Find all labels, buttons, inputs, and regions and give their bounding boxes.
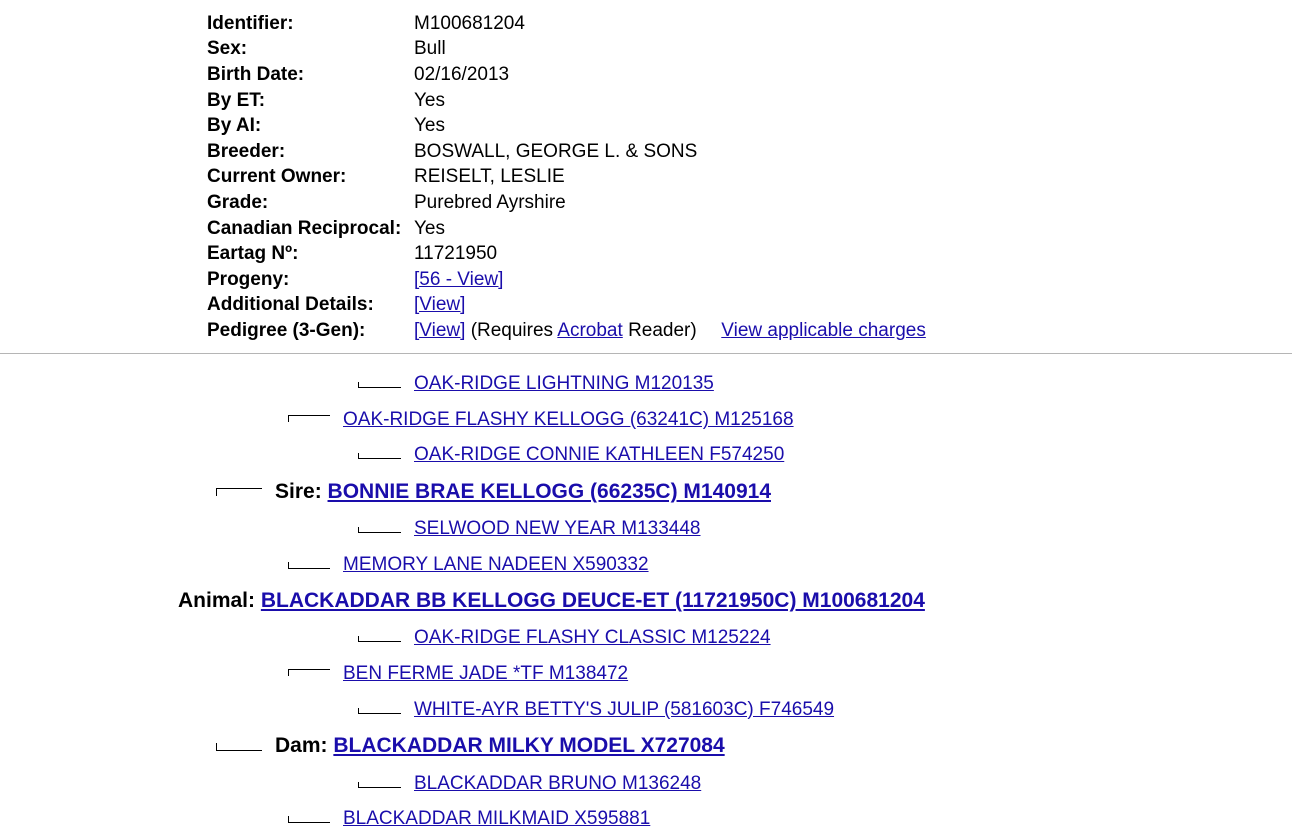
reciprocal-label: Canadian Reciprocal:: [207, 217, 402, 239]
tree-connector-icon: [358, 524, 401, 533]
grade-label: Grade:: [207, 191, 269, 213]
sire-sire-dam-link[interactable]: OAK-RIDGE CONNIE KATHLEEN F574250: [414, 444, 785, 465]
pedigree-row-sire-dam: [288, 553, 649, 577]
pedigree-row-dam-dam-sire: [358, 772, 701, 796]
additional-details-label: Additional Details:: [207, 294, 374, 316]
pedigree-row-sire-dam-sire: [358, 517, 701, 541]
pedigree-row-sire-sire-sire: [358, 372, 714, 396]
progeny-cell: [414, 267, 926, 293]
tree-connector-icon: [288, 814, 330, 823]
section-divider: [0, 353, 1292, 354]
pedigree-view-link[interactable]: [View]: [414, 319, 466, 341]
detail-row-by-et: [207, 88, 926, 114]
detail-row-progeny: [207, 267, 926, 293]
detail-row-grade: [207, 190, 926, 216]
progeny-label: Progeny:: [207, 268, 290, 290]
sire-link[interactable]: BONNIE BRAE KELLOGG (66235C) M140914: [327, 480, 771, 503]
by-et-value: Yes: [414, 89, 445, 111]
pedigree-row-dam-sire: [288, 662, 628, 686]
grade-value: Purebred Ayrshire: [414, 191, 566, 213]
by-ai-value: Yes: [414, 115, 445, 137]
detail-row-breeder: [207, 139, 926, 165]
dam-label: Dam:: [275, 734, 328, 757]
tree-connector-icon: [358, 779, 401, 788]
dam-dam-sire-link[interactable]: BLACKADDAR BRUNO M136248: [414, 773, 702, 794]
pedigree-row-dam: [216, 734, 725, 758]
reciprocal-value: Yes: [414, 217, 445, 239]
tree-connector-icon: [216, 488, 262, 497]
detail-row-pedigree: [207, 318, 926, 344]
sire-label: Sire:: [275, 480, 322, 503]
requires-prefix-text: (Requires: [470, 319, 554, 341]
tree-connector-icon: [358, 450, 401, 459]
by-et-label: By ET:: [207, 89, 266, 111]
birth-date-value: 02/16/2013: [414, 63, 510, 85]
by-ai-label: By AI:: [207, 115, 262, 137]
pedigree-row-animal: [178, 589, 925, 613]
tree-connector-icon: [288, 560, 330, 569]
tree-connector-icon: [216, 742, 262, 751]
dam-sire-link[interactable]: BEN FERME JADE *TF M138472: [343, 663, 629, 684]
detail-row-identifier: [207, 11, 926, 37]
identifier-value: M100681204: [414, 12, 525, 34]
view-charges-link[interactable]: View applicable charges: [721, 319, 926, 341]
birth-date-label: Birth Date:: [207, 63, 305, 85]
detail-row-eartag: [207, 241, 926, 267]
tree-connector-icon: [288, 415, 330, 424]
additional-details-cell: [414, 293, 926, 319]
detail-row-birth-date: [207, 62, 926, 88]
breeder-label: Breeder:: [207, 140, 286, 162]
animal-link[interactable]: BLACKADDAR BB KELLOGG DEUCE-ET (11721950C) M100681204: [260, 589, 925, 612]
pedigree-row-dam-dam: [288, 807, 650, 831]
requires-suffix-text: Reader): [628, 319, 697, 341]
detail-row-owner: [207, 165, 926, 191]
detail-row-by-ai: [207, 113, 926, 139]
pedigree-row-dam-sire-sire: [358, 626, 771, 650]
progeny-view-link[interactable]: [56 - View]: [414, 268, 504, 290]
pedigree-cell: [414, 318, 926, 344]
tree-connector-icon: [358, 633, 401, 642]
eartag-label: Eartag Nº:: [207, 243, 299, 265]
dam-sire-sire-link[interactable]: OAK-RIDGE FLASHY CLASSIC M125224: [414, 627, 771, 648]
tree-connector-icon: [358, 379, 401, 388]
detail-row-sex: [207, 37, 926, 63]
tree-connector-icon: [288, 669, 330, 678]
owner-label: Current Owner:: [207, 166, 347, 188]
detail-row-additional: [207, 293, 926, 319]
dam-link[interactable]: BLACKADDAR MILKY MODEL X727084: [333, 734, 725, 757]
sex-value: Bull: [414, 38, 446, 60]
pedigree-row-dam-sire-dam: [358, 698, 834, 722]
sire-dam-link[interactable]: MEMORY LANE NADEEN X590332: [343, 554, 649, 575]
sire-dam-sire-link[interactable]: SELWOOD NEW YEAR M133448: [414, 518, 701, 539]
pedigree-label: Pedigree (3-Gen):: [207, 319, 366, 341]
tree-connector-icon: [358, 705, 401, 714]
eartag-value: 11721950: [414, 243, 498, 265]
acrobat-link[interactable]: Acrobat: [557, 319, 623, 341]
animal-label: Animal:: [178, 589, 256, 612]
pedigree-row-sire-sire: [288, 408, 794, 432]
breeder-value: BOSWALL, GEORGE L. & SONS: [414, 140, 698, 162]
owner-value: REISELT, LESLIE: [414, 166, 565, 188]
detail-row-reciprocal: [207, 216, 926, 242]
additional-details-view-link[interactable]: [View]: [414, 294, 466, 316]
sire-sire-link[interactable]: OAK-RIDGE FLASHY KELLOGG (63241C) M125168: [343, 409, 794, 430]
pedigree-row-sire-sire-dam: [358, 443, 784, 467]
sire-sire-sire-link[interactable]: OAK-RIDGE LIGHTNING M120135: [414, 373, 714, 394]
dam-sire-dam-link[interactable]: WHITE-AYR BETTY'S JULIP (581603C) F746549: [414, 699, 835, 720]
dam-dam-link[interactable]: BLACKADDAR MILKMAID X595881: [343, 808, 651, 829]
pedigree-row-sire: [216, 480, 771, 504]
identifier-label: Identifier:: [207, 12, 294, 34]
sex-label: Sex:: [207, 38, 248, 60]
animal-details-table: [207, 11, 926, 344]
